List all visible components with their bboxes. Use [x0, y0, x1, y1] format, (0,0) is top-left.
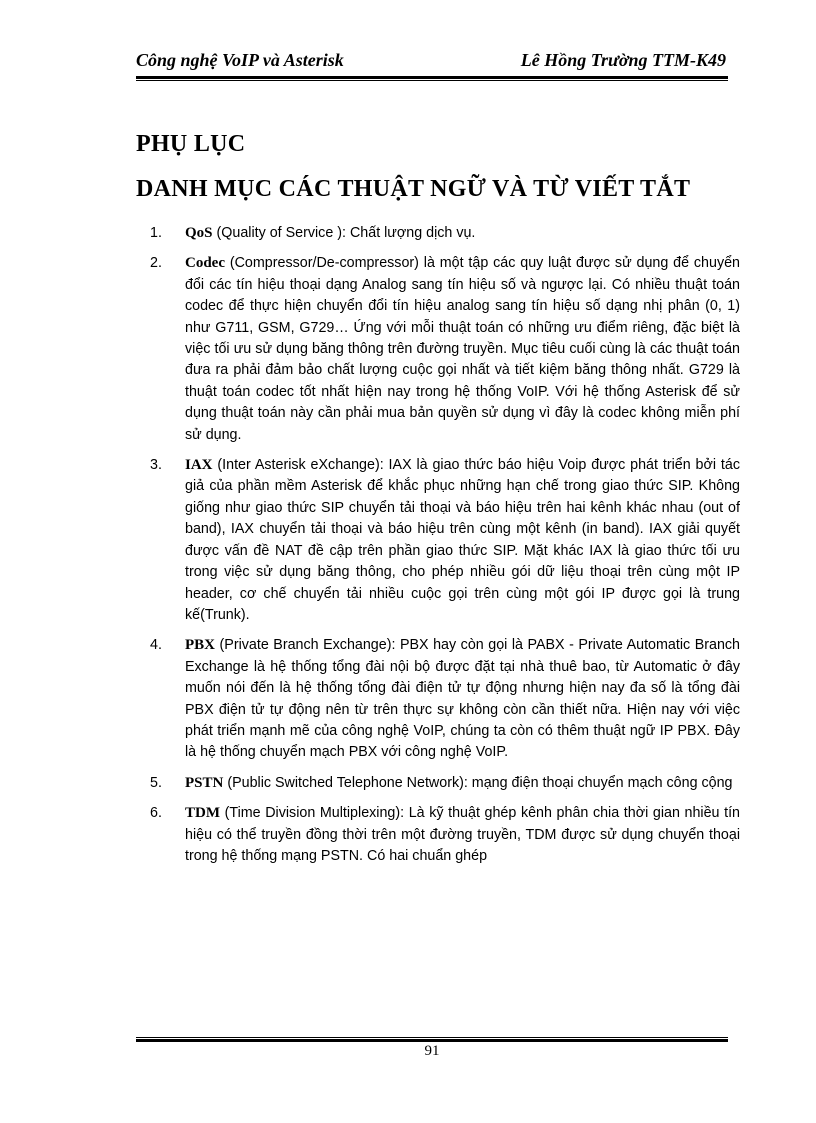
glossary-item-codec	[150, 253, 740, 446]
glossary-item-tdm	[150, 803, 740, 867]
term-abbreviation: PBX	[185, 637, 215, 654]
term-definition: (Inter Asterisk eXchange): IAX là giao thức báo hiệu Voip được phát triển bởi tác giả của phần mềm Asterisk để khắc phục những hạn chế trong giao thức SIP. Không giống như giao thức SIP chuyển tải thoại và báo hiệu trên hai kênh khác nhau (out of band), IAX chuyển tải thoại và báo hiệu trên cùng một kênh (in band). IAX giải quyết được vấn đề NAT đề cập trên phần giao thức SIP. Mặt khác IAX là giao thức tối ưu trong việc sử dụng băng thông, cho phép nhiều gói dữ liệu thoại trên cùng một IP header, cơ chế chuyển tải nhiều cuộc gọi trên cùng một gói IP được gọi là trung kế(Trunk).	[185, 457, 740, 623]
term-definition: (Public Switched Telephone Network): mạng điện thoại chuyển mạch công cộng	[223, 774, 733, 791]
glossary-item-pbx	[150, 635, 740, 763]
footer-rule	[136, 1037, 728, 1042]
term-definition: (Compressor/De-compressor) là một tập các quy luật được sử dụng để chuyển đổi các tín hiệu thoại dạng Analog sang tín hiệu số và ngược lại. Có nhiều thuật toán codec để thực hiện chuyển đổi tín hiệu analog sang tín hiệu số dạng nhị phân (0, 1) như G711, GSM, G729… Ứng với mỗi thuật toán có những ưu điểm riêng, đặc biệt là việc tối ưu sử dụng băng thông trên đường truyền. Mục tiêu cuối cùng là các thuật toán đưa ra phải đảm bảo chất lượng cuộc gọi nhất và tiết kiệm băng thông nhất. G729 là thuật toán codec tốt nhất hiện nay trong hệ thống VoIP. Với hệ thống Asterisk để sử dụng thuật toán này cần phải mua bản quyền sử dụng vì đây là codec không miễn phí sử dụng.	[185, 255, 740, 443]
header-rule	[136, 76, 728, 81]
glossary-item-qos	[150, 223, 740, 244]
header-document-title: Công nghệ VoIP và Asterisk	[136, 50, 344, 70]
running-header	[136, 48, 728, 76]
term-abbreviation: TDM	[185, 805, 220, 822]
appendix-title: PHỤ LỤC	[136, 131, 246, 157]
glossary-title: DANH MỤC CÁC THUẬT NGỮ VÀ TỪ VIẾT TẮT	[136, 176, 691, 202]
term-abbreviation: QoS	[185, 225, 213, 241]
term-definition: (Quality of Service ): Chất lượng dịch vụ.	[212, 225, 476, 241]
glossary-item-pstn	[150, 773, 740, 794]
item-number: 1.	[150, 225, 162, 241]
item-number: 6.	[150, 805, 162, 822]
term-abbreviation: Codec	[185, 255, 225, 272]
item-number: 3.	[150, 457, 162, 474]
glossary-list	[150, 223, 740, 876]
glossary-item-iax	[150, 455, 740, 626]
term-definition: (Time Division Multiplexing): Là kỹ thuật ghép kênh phân chia thời gian nhiều tín hiệu có thể truyền đồng thời trên một đường truyền, TDM được sử dụng chuyển thoại trong hệ thống mạng PSTN. Có hai chuẩn ghép	[185, 805, 740, 864]
page-number: 91	[424, 1043, 440, 1059]
item-number: 2.	[150, 255, 162, 272]
item-number: 5.	[150, 774, 162, 791]
item-number: 4.	[150, 637, 162, 654]
term-abbreviation: IAX	[185, 457, 213, 474]
term-abbreviation: PSTN	[185, 774, 224, 791]
header-author: Lê Hồng Trường TTM-K49	[520, 50, 726, 70]
term-definition: (Private Branch Exchange): PBX hay còn gọi là PABX - Private Automatic Branch Exchange là hệ thống tổng đài nội bộ được đặt tại nhà thuê bao, từ Automatic ở đây muốn nói đến là hệ thống tổng đài điện tử tự động nhưng hiện nay đa số là tổng đài PBX điện tử tự động nên từ trên thực sự không còn cần thiết nữa. Hiện nay với việc phát triển mạnh mẽ của công nghệ VoIP, chúng ta còn có thêm thuật ngữ IP PBX. Đây là hệ thống chuyển mạch PBX với công nghệ VoIP.	[185, 637, 740, 761]
